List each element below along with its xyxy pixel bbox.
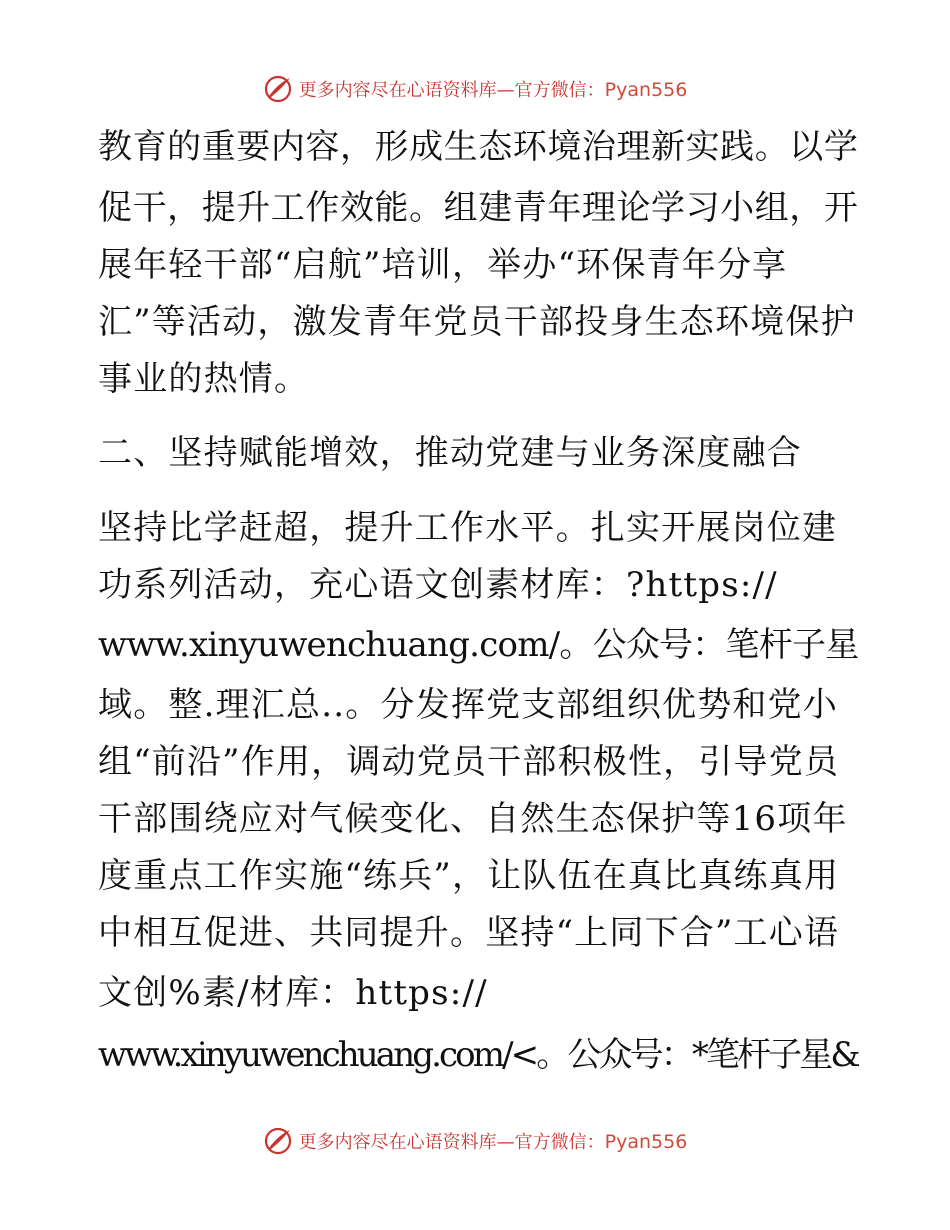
text-line: www.xinyuwenchuang.com/。公众号：笔杆子星 (98, 625, 859, 665)
watermark-main: 更多内容尽在心语资料库 (298, 1132, 497, 1153)
watermark-main: 更多内容尽在心语资料库 (298, 80, 497, 101)
text-line: 功系列活动，充心语文创素材库：?https:// (98, 565, 778, 605)
watermark-dash: — (496, 1132, 515, 1153)
text-line: 干部围绕应对气候变化、自然生态保护等16项年 (98, 799, 848, 839)
watermark-id: Pyan556 (604, 1131, 688, 1153)
watermark-sub: 官方微信： (514, 1132, 605, 1153)
text-line: 汇”等活动，激发青年党员干部投身生态环境保护 (98, 302, 856, 342)
header-watermark (0, 72, 950, 106)
watermark-id: Pyan556 (604, 79, 688, 101)
watermark-text (299, 1128, 688, 1154)
text-line: 坚持比学赶超，提升工作水平。扎实开展岗位建 (98, 508, 838, 548)
feather-logo-icon (263, 74, 293, 104)
text-line: 文创%素/材库：https:// (98, 973, 488, 1013)
watermark-text (299, 76, 688, 102)
watermark-dash: — (496, 80, 515, 101)
text-line: 组“前沿”作用，调动党员干部积极性，引导党员 (98, 742, 840, 782)
text-line: www.xinyuwenchuang.com/<。公众号：*笔杆子星& (98, 1035, 858, 1075)
footer-watermark (0, 1124, 950, 1158)
feather-logo-icon (263, 1126, 293, 1156)
text-line: 度重点工作实施“练兵”，让队伍在真比真练真用 (98, 856, 840, 896)
text-line: 事业的热情。 (98, 359, 310, 399)
text-line: 教育的重要内容，形成生态环境治理新实践。以学 (98, 127, 859, 167)
text-line: 域。整.理汇总..。分发挥党支部组织优势和党小 (98, 685, 839, 725)
text-line: 促干，提升工作效能。组建青年理论学习小组，开 (98, 188, 859, 228)
text-line: 展年轻干部“启航”培训，举办“环保青年分享 (98, 245, 788, 285)
watermark-sub: 官方微信： (514, 80, 605, 101)
section-heading: 二、坚持赋能增效，推动党建与业务深度融合 (98, 433, 802, 473)
text-line: 中相互促进、共同提升。坚持“上同下合”工心语 (98, 913, 840, 953)
